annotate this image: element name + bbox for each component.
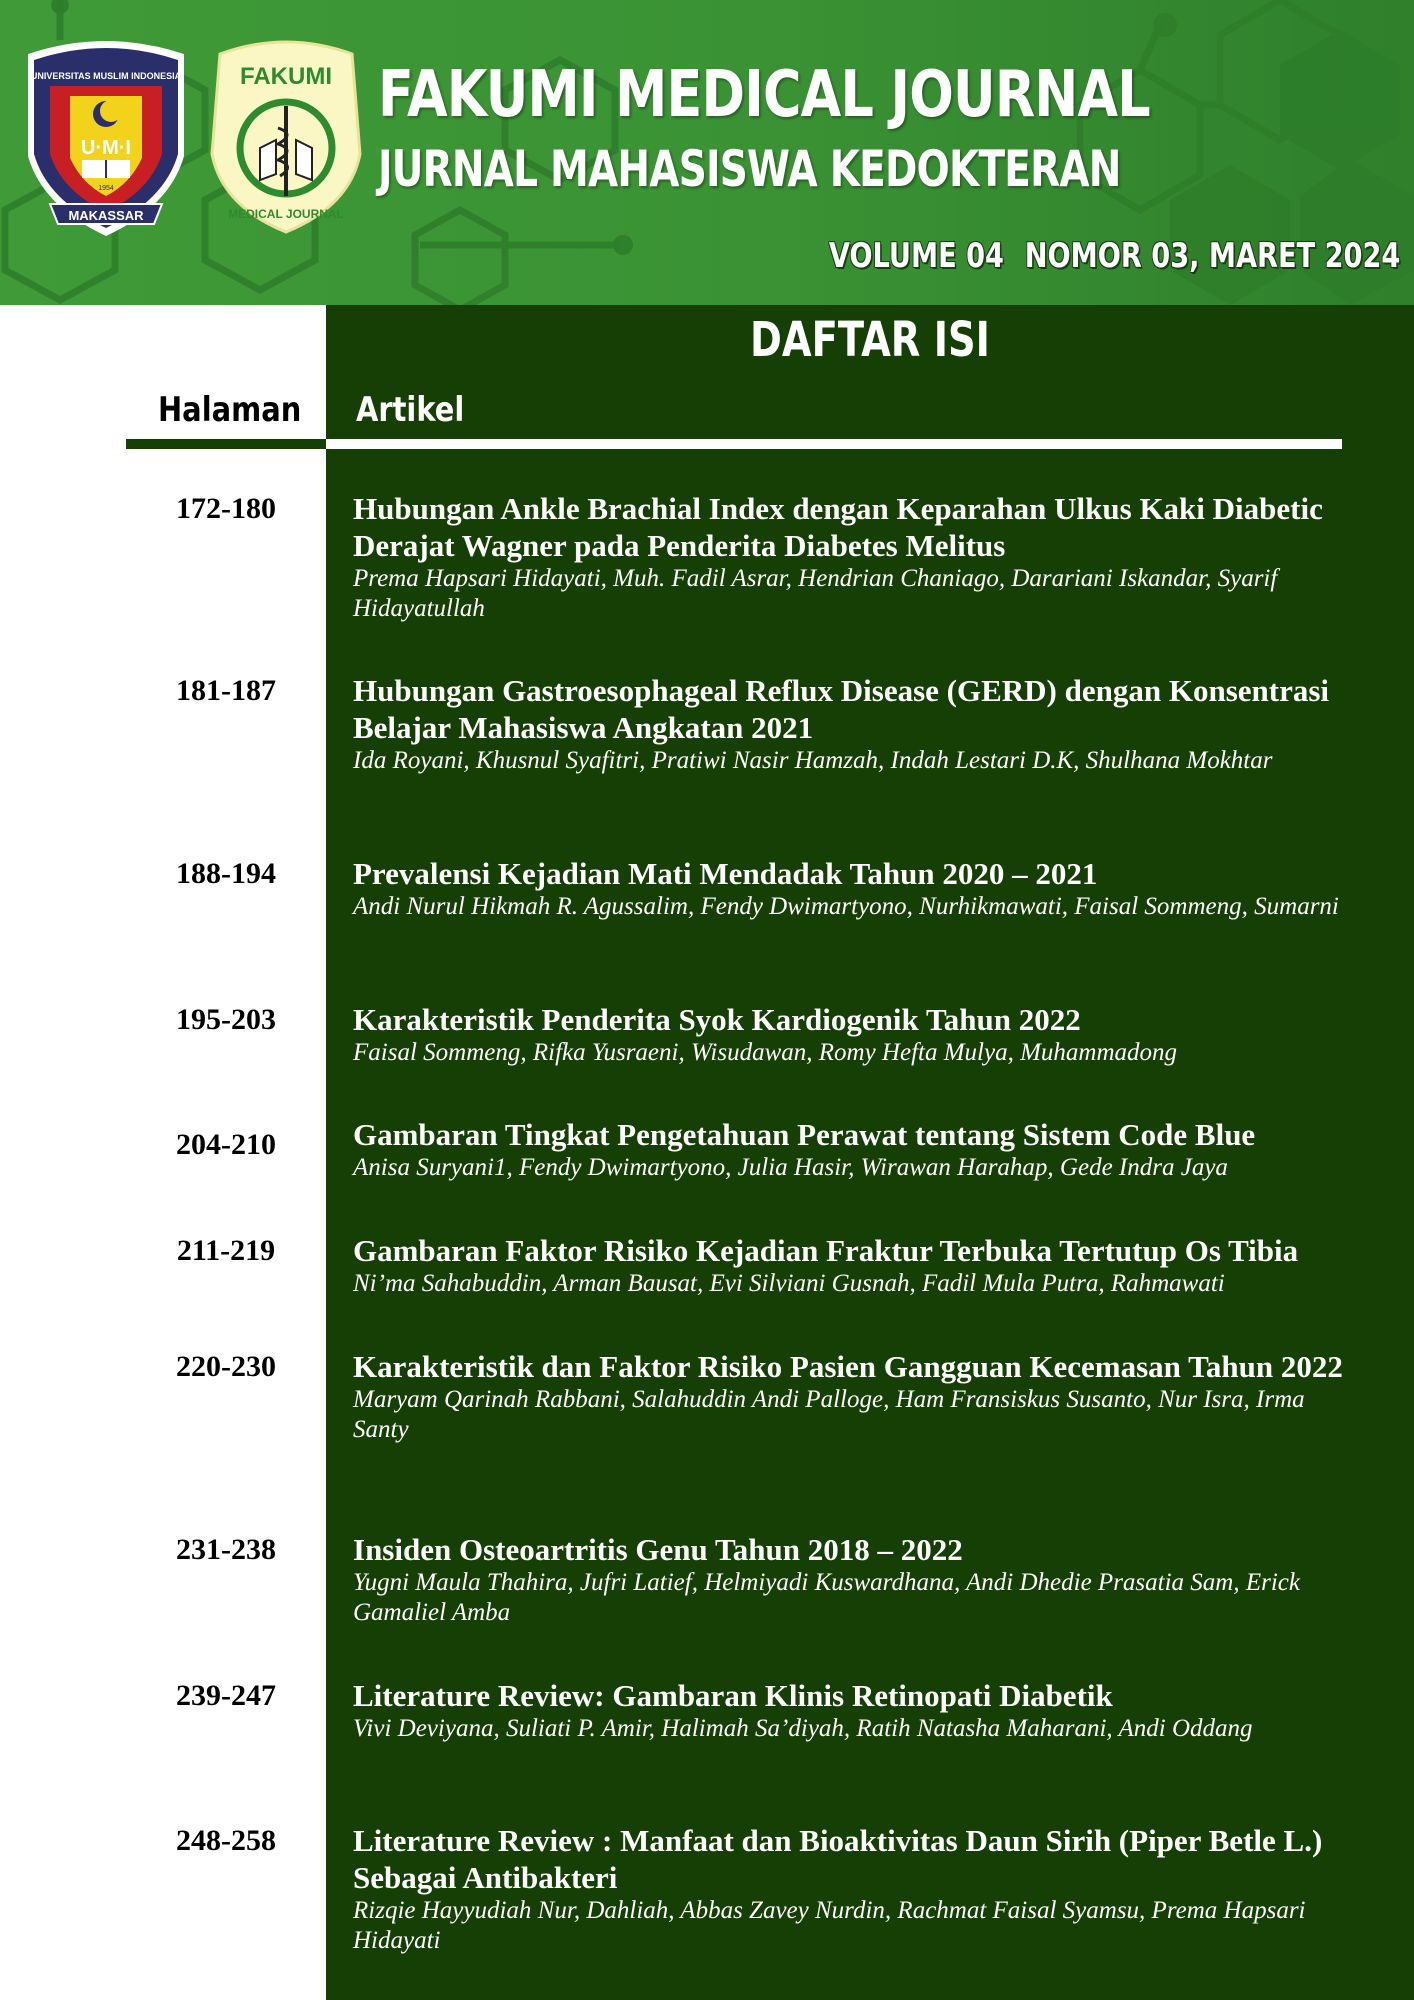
volume-label: VOLUME 04 bbox=[828, 236, 1004, 276]
page-range: 204-210 bbox=[176, 1128, 276, 1161]
column-header-pages: Halaman bbox=[158, 390, 302, 430]
page-range: 248-258 bbox=[176, 1824, 276, 1857]
fakumi-journal-logo bbox=[200, 36, 372, 236]
article-authors: Ni’ma Sahabuddin, Arman Bausat, Evi Silviani Gusnah, Fadil Mula Putra, Rahmawati bbox=[353, 1270, 1225, 1297]
page-range: 172-180 bbox=[176, 492, 276, 525]
article-title[interactable]: Literature Review: Gambaran Klinis Retinopati Diabetik bbox=[353, 1678, 1113, 1713]
toc-title: DAFTAR ISI bbox=[750, 312, 990, 368]
issue-label: NOMOR 03, MARET 2024 bbox=[1024, 236, 1400, 276]
article-title[interactable]: Insiden Osteoartritis Genu Tahun 2018 – 2022 bbox=[353, 1532, 963, 1567]
journal-title: FAKUMI MEDICAL JOURNAL bbox=[378, 58, 1150, 132]
umi-logo-bottom-text: MAKASSAR bbox=[68, 208, 144, 223]
article-authors: Anisa Suryani1, Fendy Dwimartyono, Julia Hasir, Wirawan Harahap, Gede Indra Jaya bbox=[353, 1154, 1228, 1181]
journal-subtitle: JURNAL MAHASISWA KEDOKTERAN bbox=[378, 140, 1121, 198]
umi-logo-top-text: UNIVERSITAS MUSLIM INDONESIA bbox=[30, 71, 182, 81]
header-divider-left bbox=[126, 439, 326, 449]
page-range: 211-219 bbox=[176, 1234, 276, 1267]
article-title[interactable]: Gambaran Faktor Risiko Kejadian Fraktur Terbuka Tertutup Os Tibia bbox=[353, 1233, 1299, 1268]
header-banner bbox=[0, 0, 1414, 305]
article-title[interactable]: Literature Review : Manfaat dan Bioaktivitas Daun Sirih (Piper Betle L.) Sebagai Antibakteri bbox=[353, 1823, 1323, 1895]
article-title[interactable]: Prevalensi Kejadian Mati Mendadak Tahun 2020 – 2021 bbox=[353, 856, 1098, 891]
column-header-article: Artikel bbox=[356, 390, 465, 430]
article-authors: Yugni Maula Thahira, Jufri Latief, Helmiyadi Kuswardhana, Andi Dhedie Prasatia Sam, Erick Gamaliel Amba bbox=[353, 1569, 1300, 1626]
article-authors: Ida Royani, Khusnul Syafitri, Pratiwi Nasir Hamzah, Indah Lestari D.K, Shulhana Mokhtar bbox=[353, 747, 1273, 774]
article-authors: Prema Hapsari Hidayati, Muh. Fadil Asrar, Hendrian Chaniago, Darariani Iskandar, Syarif Hidayatullah bbox=[353, 565, 1278, 622]
page-range: 239-247 bbox=[176, 1679, 276, 1712]
page-range: 195-203 bbox=[176, 1003, 276, 1036]
article-title[interactable]: Karakteristik Penderita Syok Kardiogenik Tahun 2022 bbox=[353, 1002, 1081, 1037]
article-title[interactable]: Gambaran Tingkat Pengetahuan Perawat tentang Sistem Code Blue bbox=[353, 1117, 1256, 1152]
article-title[interactable]: Hubungan Ankle Brachial Index dengan Keparahan Ulkus Kaki Diabetic Derajat Wagner pada Penderita Diabetes Melitus bbox=[353, 491, 1323, 563]
article-authors: Vivi Deviyana, Suliati P. Amir, Halimah Sa’diyah, Ratih Natasha Maharani, Andi Oddang bbox=[353, 1715, 1253, 1742]
article-authors: Andi Nurul Hikmah R. Agussalim, Fendy Dwimartyono, Nurhikmawati, Faisal Sommeng, Sumarni bbox=[353, 893, 1339, 920]
header-divider-right bbox=[326, 439, 1342, 449]
issue-info bbox=[829, 236, 1400, 276]
article-title[interactable]: Karakteristik dan Faktor Risiko Pasien Gangguan Kecemasan Tahun 2022 bbox=[353, 1349, 1343, 1384]
umi-university-logo bbox=[20, 36, 192, 241]
article-authors: Rizqie Hayyudiah Nur, Dahliah, Abbas Zavey Nurdin, Rachmat Faisal Syamsu, Prema Hapsari Hidayati bbox=[353, 1897, 1306, 1954]
article-authors: Maryam Qarinah Rabbani, Salahuddin Andi Palloge, Ham Fransiskus Susanto, Nur Isra, Irma Santy bbox=[353, 1386, 1305, 1443]
umi-logo-letters: U·M·I bbox=[81, 137, 131, 159]
page-range: 188-194 bbox=[176, 857, 276, 890]
page-range: 231-238 bbox=[176, 1533, 276, 1566]
fakumi-logo-top-text: FAKUMI bbox=[240, 63, 332, 90]
page-range: 181-187 bbox=[176, 674, 276, 707]
page-range: 220-230 bbox=[176, 1350, 276, 1383]
fakumi-logo-bottom-text: MEDICAL JOURNAL bbox=[228, 207, 344, 221]
article-authors: Faisal Sommeng, Rifka Yusraeni, Wisudawan, Romy Hefta Mulya, Muhammadong bbox=[353, 1039, 1178, 1066]
article-title[interactable]: Hubungan Gastroesophageal Reflux Disease (GERD) dengan Konsentrasi Belajar Mahasiswa Angkatan 2021 bbox=[353, 673, 1330, 745]
umi-logo-year: 1954 bbox=[98, 185, 114, 192]
